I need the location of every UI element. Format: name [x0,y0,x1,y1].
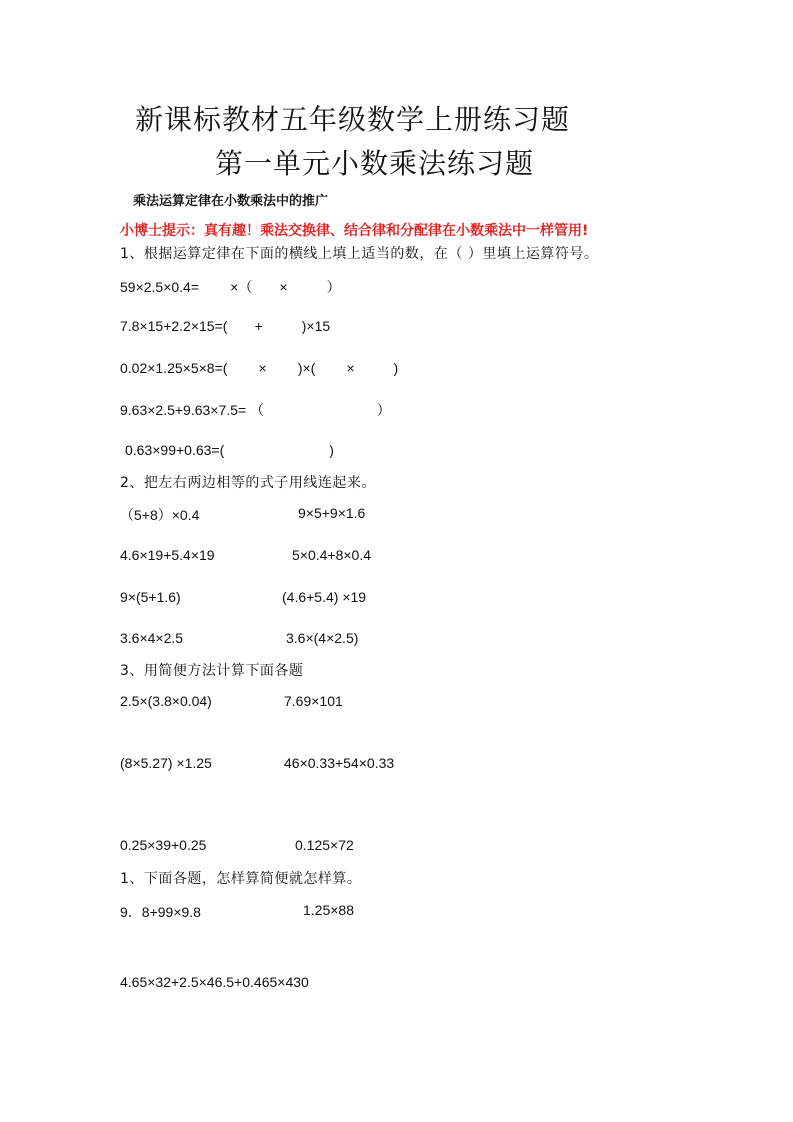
match-left: 9×(5+1.6) [120,589,181,605]
fill-row: 9.63×2.5+9.63×7.5= （ ） [120,402,391,418]
problem-left: (8×5.27) ×1.25 [120,755,212,771]
fill-row: 7.8×15+2.2×15=( + )×15 [120,318,331,334]
match-left: （5+8）×0.4 [120,507,200,523]
section-subtitle: 乘法运算定律在小数乘法中的推广 [133,194,329,209]
section4-heading: 1、下面各题，怎样算简便就怎样算。 [120,871,362,887]
section2-heading: 2、把左右两边相等的式子用线连起来。 [120,475,376,491]
problem-right: 46×0.33+54×0.33 [284,755,395,771]
problem-left: 2.5×(3.8×0.04) [120,693,212,709]
match-right: 9×5+9×1.6 [298,505,366,521]
match-right: 5×0.4+8×0.4 [292,547,372,563]
match-right: 3.6×(4×2.5) [286,630,359,646]
match-left: 4.6×19+5.4×19 [120,547,215,563]
section3-heading: 3、用简便方法计算下面各题 [120,663,304,679]
fill-row: 59×2.5×0.4= ×（ × ） [120,279,341,295]
problem-right: 7.69×101 [284,693,343,709]
problem-left: 0.25×39+0.25 [120,837,207,853]
match-left: 3.6×4×2.5 [120,630,184,646]
page-title: 新课标教材五年级数学上册练习题 [135,103,571,136]
problem-left: 9．8+99×9.8 [120,904,201,920]
match-right: (4.6+5.4) ×19 [282,589,367,605]
tip-text: 小博士提示：真有趣！乘法交换律、结合律和分配律在小数乘法中一样管用! [120,223,589,239]
page-subtitle-unit: 第一单元小数乘法练习题 [215,147,535,180]
fill-row: 0.02×1.25×5×8=( × )×( × ) [120,360,399,376]
fill-row: 0.63×99+0.63=( ) [125,442,334,458]
section1-heading: 1、根据运算定律在下面的横线上填上适当的数，在（ ）里填上运算符号。 [120,246,599,262]
problem-right: 0.125×72 [295,837,354,853]
problem-left: 4.65×32+2.5×46.5+0.465×430 [120,974,309,990]
problem-right: 1.25×88 [303,902,354,918]
